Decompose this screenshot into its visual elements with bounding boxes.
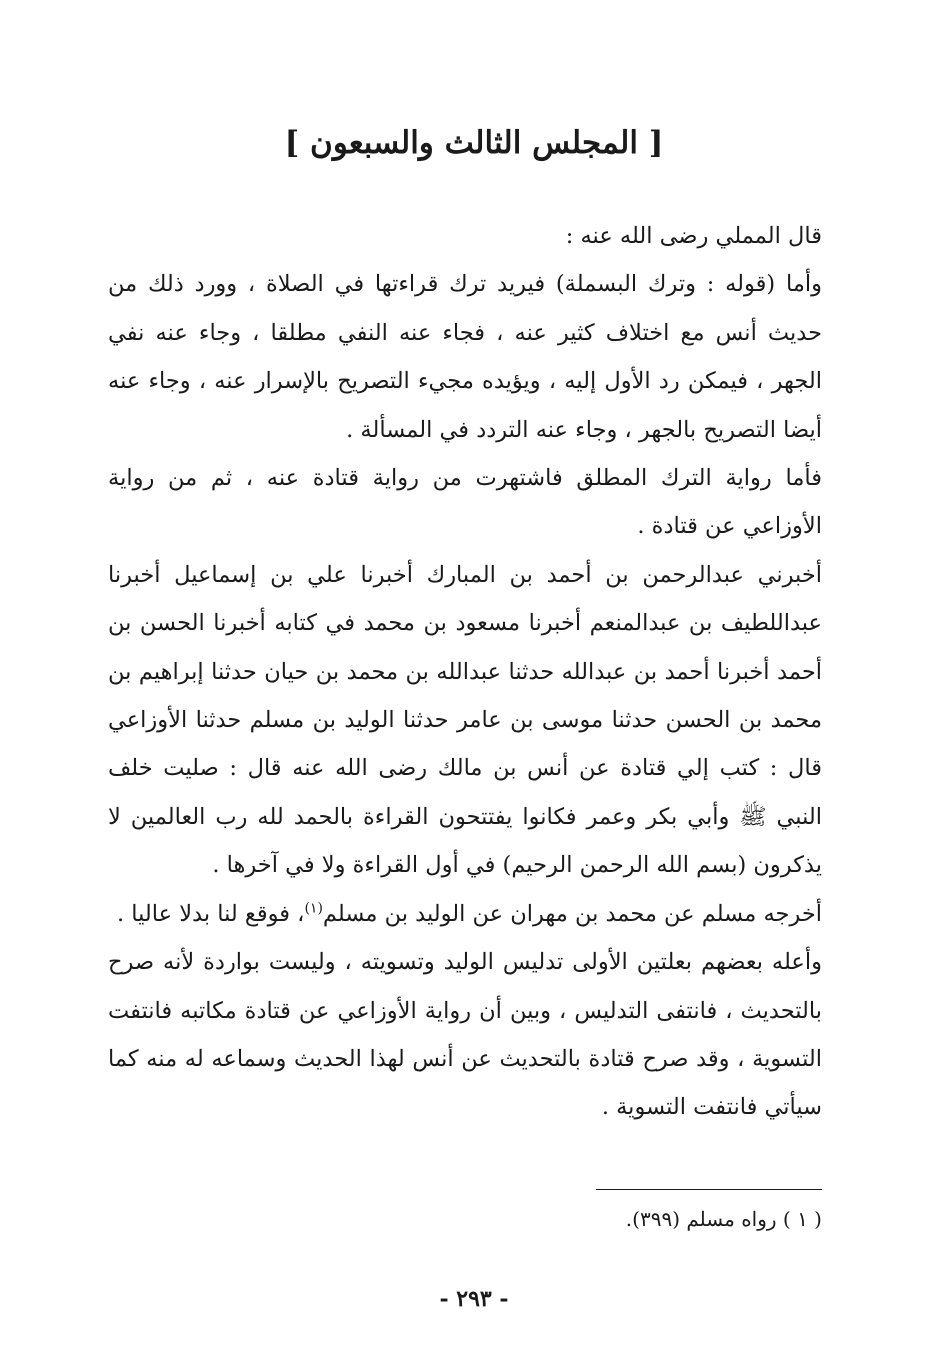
footnote: ( ١ ) رواه مسلم (٣٩٩). [625,1207,822,1231]
page-title: [ المجلس الثالث والسبعون ] [284,125,664,161]
paragraph-intro: قال المملي رضى الله عنه : [565,223,822,249]
takhrij-text: أخرجه مسلم عن محمد بن مهران عن الوليد بن مسلم [322,900,822,927]
takhrij-tail: ، فوقع لنا بدلا عاليا . [116,900,305,927]
main-text [108,212,822,1132]
page-number: - ٢٩٣ - [439,1286,509,1312]
paragraph-isnad: أخبرني عبدالرحمن بن أحمد بن المبارك أخبرنا علي بن إسماعيل أخبرنا عبداللطيف بن عبدالمنعم أخبرنا مسعود بن محمد في كتابه أخبرنا الحسن بن أحمد أخبرنا أحمد بن عبدالله حدثنا عبدالله بن محمد بن حيان حدثنا إبراهيم بن محمد بن الحسن حدثنا موسى بن عامر حدثنا الوليد بن مسلم حدثنا الأوزاعي قال : كتب إلي قتادة عن أنس بن مالك رضى الله عنه قال : صليت خلف النبي ﷺ وأبي بكر وعمر فكانوا يفتتحون القراءة بالحمد لله رب العالمين لا يذكرون (بسم الله الرحمن الرحيم) في أول القراءة ولا في آخرها . [108,561,822,879]
paragraph-takhrij [108,890,822,938]
ilal-prefix: و [811,949,822,976]
paragraph-ilal [108,938,822,1132]
paragraph-basmala: وأما (قوله : وترك البسملة) فيريد ترك قراءتها في الصلاة ، وورد ذلك من حديث أنس مع اختلاف كثير عنه ، فجاء عنه النفي مطلقا ، وجاء عنه نفي الجهر ، فيمكن رد الأول إليه ، ويؤيده مجيء التصريح بالإسرار عنه ، وجاء عنه أيضا التصريح بالجهر ، وجاء عنه التردد في المسألة . [108,271,822,443]
ilal-text: أعله بعضهم بعلتين الأولى تدليس الوليد وتسويته ، وليست بواردة لأنه صرح بالتحديث ، فانتفى التدليس ، وبين أن رواية الأوزاعي عن قتادة مكاتبه فانتفت التسوية ، وقد صرح قتادة بالتحديث عن أنس لهذا الحديث وسماعه له منه كما سيأتي فانتفت التسوية . [108,949,822,1121]
footnote-separator [596,1189,822,1190]
footnote-reference: (١) [304,900,323,917]
paragraph-riwaya: فأما رواية الترك المطلق فاشتهرت من رواية قتادة عنه ، ثم من رواية الأوزاعي عن قتادة . [108,465,822,540]
